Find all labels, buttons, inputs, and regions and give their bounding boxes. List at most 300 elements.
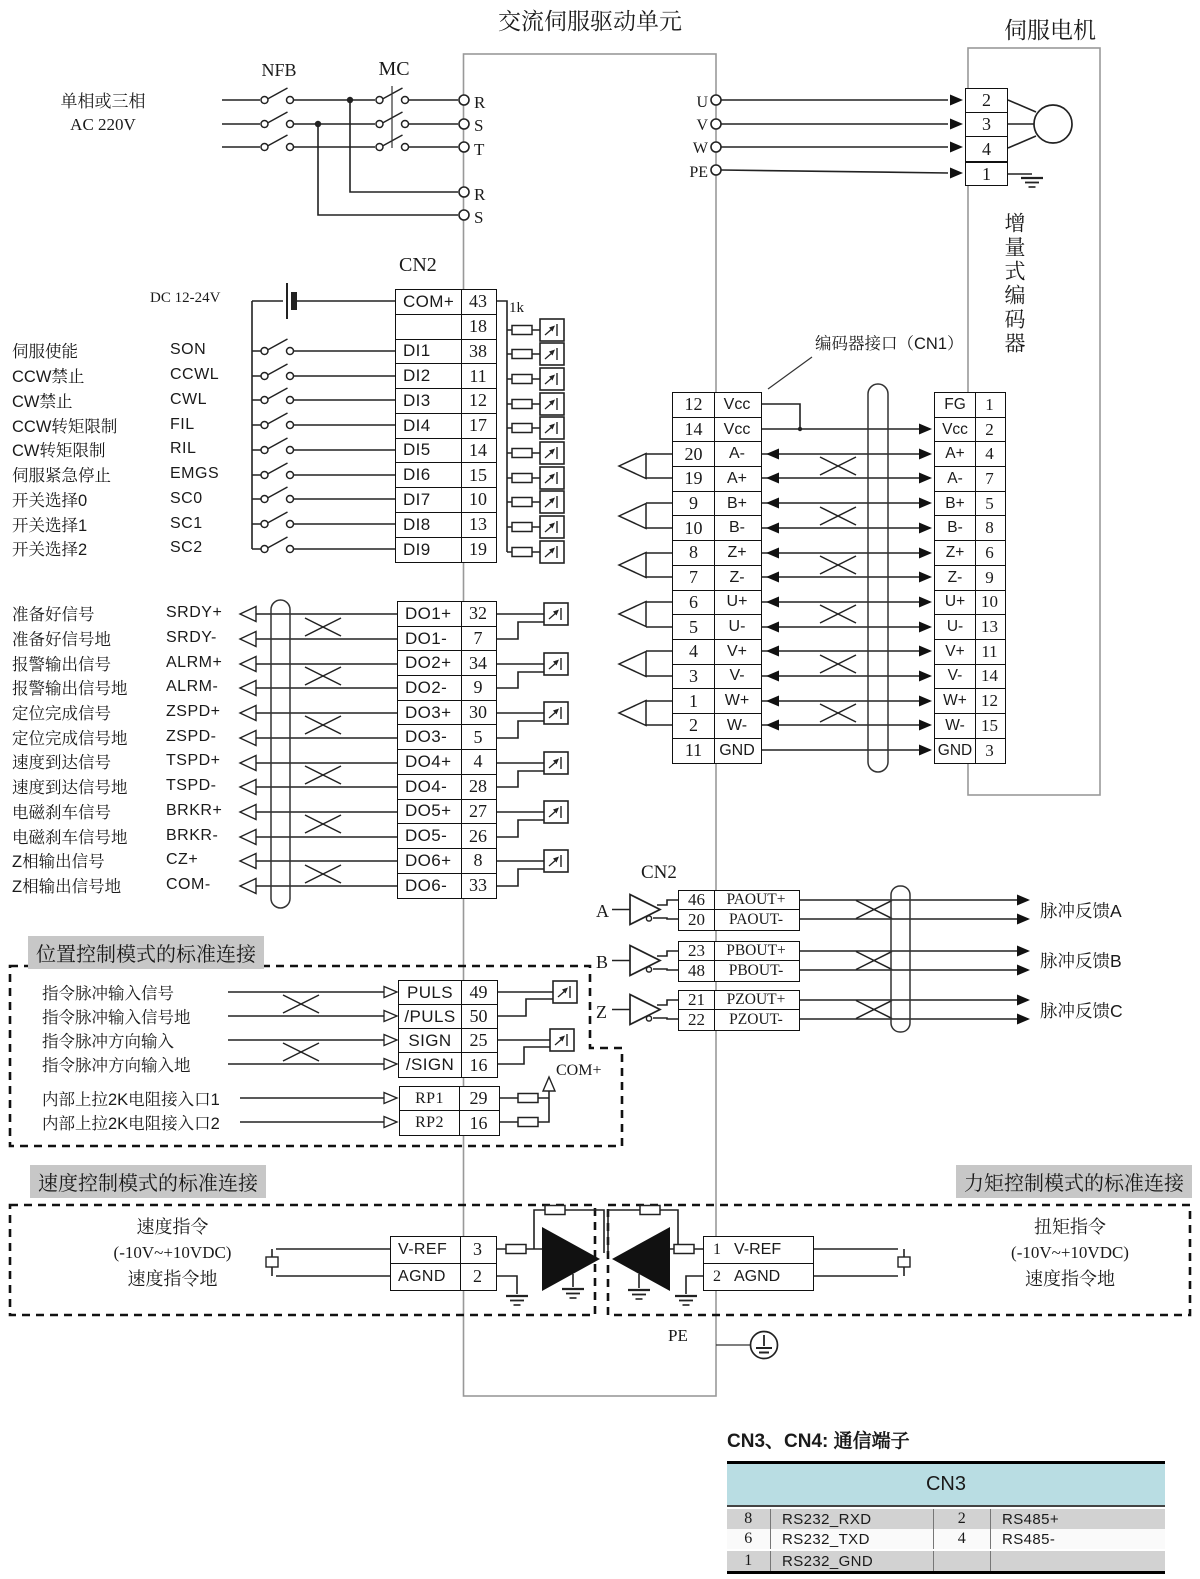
rp-pin: 29: [469, 1088, 488, 1108]
table-row: [396, 315, 496, 340]
terminal-label: R: [474, 92, 486, 112]
cn1-name: U+: [726, 593, 748, 611]
list-item: [42, 980, 242, 1004]
speed-line3: 速度指令地: [127, 1269, 218, 1289]
input-chinese-label: 开关选择1: [12, 516, 88, 535]
table-row: [935, 640, 1005, 665]
table-row: [704, 1237, 813, 1264]
table-row: [673, 665, 761, 690]
do-pin: 8: [473, 850, 483, 871]
comm-signal1: RS232_RXD: [770, 1509, 933, 1529]
do-name: DO4+: [398, 750, 462, 774]
table-row: [727, 1529, 1165, 1549]
terminal-label: W: [692, 140, 708, 158]
torque-command-text: [975, 1214, 1165, 1292]
list-item: [42, 1110, 242, 1134]
do-pin: 30: [469, 702, 487, 723]
puls-pin: 49: [469, 982, 488, 1002]
list-item: [12, 487, 219, 512]
encoder-table: [934, 392, 1006, 764]
terminal-label: V: [696, 117, 708, 135]
encoder-pin: 3: [985, 740, 994, 760]
comm-pin1: 6: [744, 1530, 753, 1547]
list-item: [12, 724, 222, 749]
table-row: [935, 393, 1005, 418]
cn1-name: GND: [719, 741, 755, 759]
terminal-label: R: [474, 184, 486, 204]
encoder-pin: 13: [981, 617, 998, 637]
table-row: [398, 874, 496, 899]
cn2-di-label: CN2: [399, 254, 437, 276]
cn1-name: B+: [726, 494, 747, 512]
list-item: [12, 848, 222, 873]
table-row: [673, 393, 761, 418]
cn1-name: V+: [726, 642, 747, 660]
torque-line2: (-10V~+10VDC): [1011, 1243, 1129, 1262]
speed-mode-header: [30, 1165, 266, 1198]
output-signal-name: ALRM+: [166, 653, 223, 671]
feedback-label: 脉冲反馈C: [1040, 1001, 1123, 1021]
comm-signal1: RS232_GND: [770, 1551, 933, 1571]
cn1-pin: 8: [673, 541, 715, 565]
comm-table-title: CN3、CN4: 通信端子: [727, 1431, 910, 1452]
table-row: [398, 676, 496, 701]
encoder-signal: Vcc: [935, 418, 976, 442]
table-row: [673, 541, 761, 566]
terminal-label: T: [474, 139, 485, 159]
table-row: [935, 492, 1005, 517]
di-name: DI3: [396, 389, 462, 413]
table-row: [396, 439, 496, 464]
do-name: DO2-: [398, 676, 462, 700]
do-name: DO1+: [398, 602, 462, 626]
table-row: [673, 640, 761, 665]
cn1-pin: 9: [673, 492, 715, 516]
output-chinese-label: 速度到达信号地: [12, 779, 128, 798]
encoder-signal: A-: [935, 467, 976, 491]
puls-pin: 16: [469, 1054, 488, 1075]
motor-pin: 4: [982, 138, 991, 159]
table-row: [399, 1053, 497, 1077]
encoder-cable-wiring: [619, 357, 932, 772]
table-row: [673, 418, 761, 443]
input-signal-name: EMGS: [170, 465, 220, 483]
position-labels-b: [42, 1086, 242, 1134]
output-chinese-label: 报警输出信号: [12, 655, 111, 674]
table-row: [673, 739, 761, 764]
di-name: DI1: [396, 340, 462, 364]
do-name: DO5-: [398, 824, 462, 848]
list-item: [12, 700, 222, 725]
table-row: [398, 701, 496, 726]
table-row: [398, 627, 496, 652]
comm-pin2: 4: [933, 1529, 990, 1549]
puls-table: [398, 980, 498, 1078]
do-name: DO4-: [398, 775, 462, 799]
vref-pin: 3: [473, 1239, 482, 1260]
encoder-pin: 14: [981, 666, 998, 686]
encoder-signal: W-: [935, 714, 976, 738]
table-row: [935, 541, 1005, 566]
cn1-pin: 14: [673, 418, 715, 442]
do-pin: 27: [469, 800, 487, 821]
pulse-name: PZOUT-: [729, 1011, 783, 1029]
table-row: [396, 488, 496, 513]
list-item: [12, 601, 222, 626]
cn1-table: [672, 392, 762, 764]
encoder-signal: U+: [935, 591, 976, 615]
table-row: [396, 290, 496, 315]
di-pin: 14: [469, 439, 487, 460]
vref-name: V-REF: [391, 1237, 461, 1263]
mc-label: MC: [378, 58, 410, 80]
cn2-pulse-label: CN2: [641, 862, 677, 883]
table-row: [391, 1237, 496, 1264]
pulse-name: PZOUT+: [726, 991, 786, 1009]
cn1-name: Vcc: [723, 395, 751, 413]
puls-pin: 50: [469, 1006, 488, 1026]
encoder-signal: GND: [935, 739, 976, 764]
di-name: DI4: [396, 414, 462, 438]
cn1-name: V-: [729, 667, 745, 685]
buffer-letter: B: [596, 951, 609, 972]
pulse-name: PBOUT+: [726, 942, 786, 960]
output-chinese-label: Z相输出信号地: [12, 877, 122, 896]
do-output-labels: [12, 601, 222, 897]
cn1-name: A-: [729, 445, 745, 463]
input-signal-name: SC2: [170, 539, 203, 557]
terminal-label: S: [474, 116, 484, 136]
di-name: DI9: [396, 538, 462, 563]
cn2-di-table: [395, 289, 497, 563]
encoder-pin: 12: [981, 691, 998, 711]
table-row: [398, 800, 496, 825]
list-item: [12, 650, 222, 675]
encoder-pin: 15: [981, 715, 998, 735]
table-row: [391, 1264, 496, 1291]
output-chinese-label: 定位完成信号地: [12, 729, 128, 748]
vref-pin: 2: [473, 1266, 482, 1287]
pe-ground: [716, 1332, 778, 1359]
input-signal-name: SC1: [170, 514, 203, 532]
encoder-signal: U-: [935, 615, 976, 639]
output-signal-name: BRKR-: [166, 826, 219, 844]
pulse-pin: 22: [679, 1010, 715, 1029]
pulse-pin: 21: [679, 991, 715, 1009]
list-item: [12, 823, 222, 848]
di-pin: 18: [469, 316, 487, 337]
input-chinese-label: 伺服紧急停止: [12, 467, 111, 486]
position-chinese-label: 指令脉冲输入信号: [42, 985, 174, 1003]
di-name: COM+: [396, 290, 462, 314]
table-row: [935, 566, 1005, 591]
di-name: DI8: [396, 513, 462, 537]
puls-name: SIGN: [399, 1029, 462, 1052]
incremental-encoder-label: 增量式编码器: [1002, 212, 1025, 356]
encoder-pin: 1: [985, 394, 994, 414]
comm-signal2: [990, 1551, 1165, 1571]
encoder-signal: B+: [935, 492, 976, 516]
motor-pin: 2: [982, 90, 991, 110]
table-row: [935, 739, 1005, 764]
com-plus-label: COM+: [556, 1062, 602, 1079]
encoder-pin: 8: [985, 518, 994, 538]
comm-signal1: RS232_TXD: [770, 1529, 933, 1549]
di-name: DI5: [396, 439, 462, 463]
rp-table: [399, 1086, 500, 1136]
rp-pin: 16: [469, 1112, 488, 1133]
output-chinese-label: 定位完成信号: [12, 705, 111, 724]
do-pin: 28: [469, 776, 487, 797]
table-row: [966, 89, 1007, 113]
table-row: [673, 714, 761, 739]
cn1-pin: 5: [673, 615, 715, 639]
table-row: [398, 725, 496, 750]
output-signal-name: SRDY+: [166, 604, 223, 622]
speed-line1: 速度指令: [136, 1217, 209, 1237]
cn1-pin: 4: [673, 640, 715, 664]
output-signal-name: COM-: [166, 875, 211, 893]
torque-pin: 2: [713, 1267, 721, 1285]
drive-unit-title: 交流伺服驱动单元: [498, 8, 682, 34]
table-row: [673, 492, 761, 517]
output-chinese-label: 速度到达信号: [12, 754, 111, 773]
encoder-signal: Z-: [935, 566, 976, 590]
list-item: [12, 437, 219, 462]
power-source-line1: 单相或三相: [60, 92, 146, 111]
cn3-header: CN3: [727, 1464, 1165, 1507]
cn1-name: W+: [724, 692, 750, 710]
cn1-name: Vcc: [723, 420, 751, 438]
cn1-name: B-: [729, 519, 745, 537]
encoder-pin: 6: [985, 542, 994, 562]
input-chinese-label: 开关选择0: [12, 491, 88, 510]
di-input-labels: [12, 338, 219, 561]
list-item: [12, 388, 219, 413]
power-source-label: [36, 90, 170, 136]
encoder-port-label: 编码器接口（CN1）: [815, 335, 964, 353]
motor-pin-table: [965, 88, 1008, 162]
rp-name: RP1: [400, 1087, 460, 1110]
puls-name: /SIGN: [399, 1053, 462, 1077]
do-pin: 34: [469, 652, 487, 673]
position-chinese-label: 指令脉冲输入信号地: [42, 1009, 191, 1027]
encoder-signal: V+: [935, 640, 976, 664]
cn1-pin: 10: [673, 516, 715, 540]
table-row: [400, 1087, 499, 1111]
rp-name: RP2: [400, 1111, 460, 1135]
table-row: [400, 1111, 499, 1135]
list-item: [12, 774, 222, 799]
di-pin: 19: [469, 539, 487, 560]
cn1-pin: 12: [673, 393, 715, 417]
rst-terminal-labels: [474, 91, 485, 162]
pe-label: PE: [668, 1326, 688, 1345]
di-pin: 11: [469, 365, 487, 386]
comm-signal2: RS485-: [990, 1529, 1165, 1549]
vref-table: [390, 1236, 497, 1291]
comm-pin1: 1: [744, 1552, 753, 1569]
output-signal-name: ZSPD-: [166, 727, 217, 745]
output-signal-name: SRDY-: [166, 629, 217, 647]
di-pin: 17: [469, 415, 487, 436]
table-row: [399, 1005, 497, 1029]
pulse-pin: 48: [679, 961, 715, 980]
do-name: DO5+: [398, 800, 462, 824]
terminal-label: U: [696, 93, 708, 111]
do-name: DO1-: [398, 627, 462, 651]
terminal-label: PE: [689, 163, 708, 181]
input-signal-name: CWL: [170, 390, 208, 408]
table-row: [398, 651, 496, 676]
table-row: [966, 113, 1007, 137]
table-row: [679, 891, 799, 910]
torque-line3: 速度指令地: [1025, 1269, 1115, 1289]
input-signal-name: RIL: [170, 440, 197, 458]
do-pin: 32: [469, 603, 487, 624]
table-row: [398, 602, 496, 627]
output-signal-name: ALRM-: [166, 678, 219, 696]
output-signal-name: BRKR+: [166, 801, 223, 819]
table-row: [673, 467, 761, 492]
pullup-1k-label: 1k: [509, 300, 524, 316]
encoder-pin: 9: [985, 567, 994, 587]
cn1-name: U-: [728, 618, 746, 636]
power-source-line2: AC 220V: [70, 115, 136, 134]
table-row: [399, 1029, 497, 1053]
feedback-label: 脉冲反馈B: [1040, 951, 1122, 971]
input-chinese-label: CCW转矩限制: [12, 417, 118, 436]
cn1-name: Z-: [729, 568, 745, 586]
input-signal-name: SON: [170, 341, 207, 359]
output-signal-name: TSPD+: [166, 752, 221, 770]
di-input-wiring: [252, 283, 395, 553]
vref-name: AGND: [391, 1264, 461, 1291]
motor-pin: 3: [982, 114, 991, 134]
do-pin: 9: [473, 677, 483, 698]
list-item: [12, 511, 219, 536]
di-name: DI2: [396, 364, 462, 388]
puls-name: /PULS: [399, 1005, 462, 1028]
list-item: [12, 363, 219, 388]
table-row: [673, 615, 761, 640]
pulse-name: PAOUT+: [726, 891, 786, 909]
list-item: [12, 462, 219, 487]
table-row: [673, 591, 761, 616]
di-pin: 38: [469, 340, 487, 361]
output-chinese-label: 电磁刹车信号地: [12, 828, 128, 847]
encoder-pin: 2: [985, 419, 994, 439]
di-name: [396, 315, 462, 339]
do-pin: 5: [473, 726, 483, 747]
nfb-label: NFB: [261, 60, 297, 80]
buffer-letters: [596, 901, 609, 1053]
cn1-name: W-: [726, 716, 748, 734]
table-row: [935, 591, 1005, 616]
list-item: [12, 749, 222, 774]
uvw-terminal-labels: [676, 91, 708, 185]
input-signal-name: CCWL: [170, 366, 220, 384]
list-item: [42, 1004, 242, 1028]
output-chinese-label: Z相输出信号: [12, 853, 105, 872]
cn1-pin: 1: [673, 689, 715, 713]
pulse-pin: 23: [679, 942, 715, 960]
cn1-name: Z+: [727, 543, 747, 561]
di-name: DI6: [396, 463, 462, 487]
do-name: DO3-: [398, 725, 462, 749]
cn1-name: A+: [726, 469, 747, 487]
table-row: [935, 689, 1005, 714]
table-row: [935, 442, 1005, 467]
list-item: [12, 799, 222, 824]
motor-title: 伺服电机: [1004, 17, 1096, 43]
input-chinese-label: 伺服使能: [12, 343, 78, 362]
table-row: [679, 1010, 799, 1029]
table-row: [935, 665, 1005, 690]
encoder-pin: 10: [981, 592, 998, 612]
pzout-table: [678, 990, 800, 1031]
comm-signal2: RS485+: [990, 1509, 1165, 1529]
list-item: [12, 338, 219, 363]
di-pin: 15: [469, 464, 487, 485]
cn2-do-table: [397, 601, 497, 899]
position-chinese-label: 内部上拉2K电阻接入口2: [42, 1115, 220, 1133]
encoder-signal: Z+: [935, 541, 976, 565]
puls-pin: 25: [469, 1030, 488, 1050]
do-name: DO2+: [398, 651, 462, 675]
table-row: [396, 538, 496, 563]
buffer-letter: Z: [596, 1002, 607, 1022]
di-name: DI7: [396, 488, 462, 512]
di-opto-bank: [497, 301, 564, 563]
torque-name: V-REF: [734, 1240, 782, 1258]
input-signal-name: FIL: [170, 415, 195, 433]
position-chinese-label: 指令脉冲方向输入: [42, 1033, 174, 1051]
pulse-feedback-wiring: [612, 886, 1030, 1032]
table-row: [935, 516, 1005, 541]
position-chinese-label: 指令脉冲方向输入地: [42, 1057, 191, 1075]
pulse-pin: 46: [679, 891, 715, 909]
motor-pe-pin: 1: [965, 162, 1008, 186]
input-chinese-label: CW转矩限制: [12, 442, 106, 461]
di-pin: 13: [469, 514, 487, 535]
aux-terminal-labels: [474, 183, 485, 229]
puls-name: PULS: [399, 981, 462, 1004]
list-item: [12, 873, 222, 898]
output-chinese-label: 准备好信号地: [12, 631, 111, 650]
table-row: [398, 849, 496, 874]
output-chinese-label: 报警输出信号地: [12, 680, 128, 699]
do-name: DO6-: [398, 874, 462, 899]
motor-power-wiring: [711, 95, 1072, 188]
position-labels-a: [42, 980, 242, 1076]
cn1-pin: 6: [673, 591, 715, 615]
table-row: [673, 566, 761, 591]
list-item: [12, 536, 219, 561]
do-pin: 7: [473, 628, 483, 649]
terminal-label: S: [474, 207, 484, 227]
table-row: [935, 714, 1005, 739]
speed-line2: (-10V~+10VDC): [113, 1243, 232, 1262]
buffer-letter: A: [596, 901, 609, 921]
input-chinese-label: 开关选择2: [12, 541, 88, 560]
comm-pin2: 2: [933, 1509, 990, 1529]
comm-pin2: [933, 1551, 990, 1571]
table-row: [704, 1264, 813, 1291]
table-row: [396, 463, 496, 488]
table-row: [399, 981, 497, 1005]
output-chinese-label: 准备好信号: [12, 606, 95, 625]
